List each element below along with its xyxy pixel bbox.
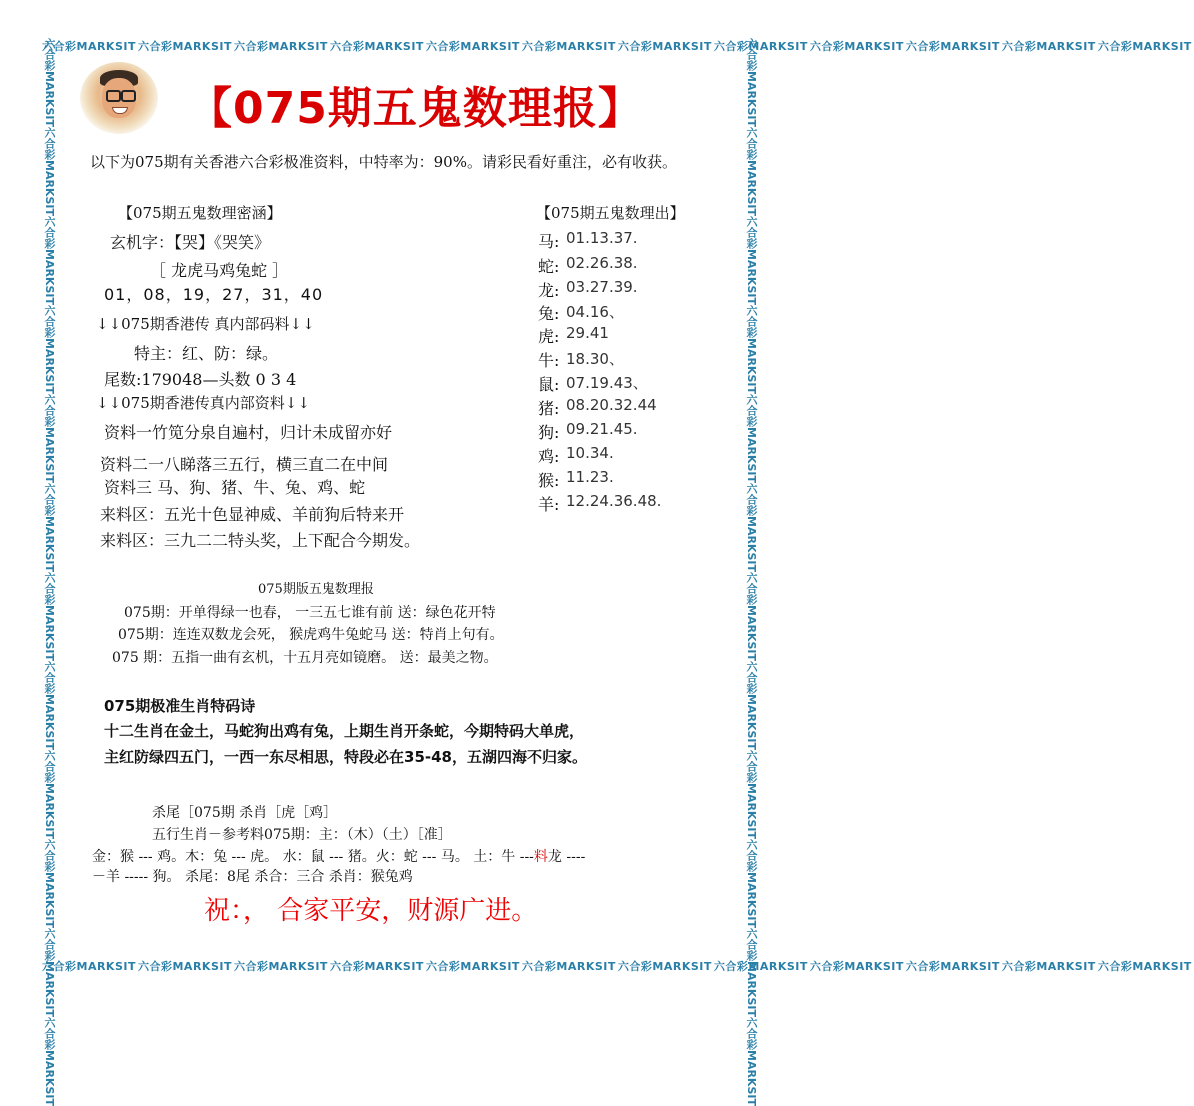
tezhu-text: 特主：红、防：绿。 — [134, 344, 279, 363]
frame-watermark-text: 六合彩MARKSIT — [43, 482, 56, 572]
blessing-text: 祝：， 合家平安，财源广进。 — [204, 896, 538, 926]
ziliao-2: 资料二一八睇落三五行，横三直二在中间 — [100, 455, 389, 474]
frame-watermark-text: 六合彩MARKSIT — [43, 660, 56, 750]
frame-watermark-text: 六合彩MARKSIT — [425, 40, 520, 53]
frame-watermark-text: 六合彩MARKSIT — [1097, 40, 1192, 53]
middle-line-1: 075期：开单得绿一也春， 一三五七谁有前 送：绿色花开特 — [124, 605, 496, 621]
zodiac-row: 鸡: 10.34. — [538, 444, 614, 466]
left-header: 【075期五鬼数理密涵】 — [118, 204, 282, 222]
frame-watermark-text: 六合彩MARKSIT — [809, 40, 904, 53]
frame-watermark-text: 六合彩MARKSIT — [521, 960, 616, 973]
section-header-1: ↓↓075期香港传 真内部码料↓↓ — [96, 315, 315, 333]
zodiac-row: 猴: 11.23. — [538, 468, 614, 490]
frame-watermark-text: 六合彩MARKSIT — [745, 215, 758, 305]
frame-watermark-text: 六合彩MARKSIT — [233, 40, 328, 53]
frame-watermark-text: 六合彩MARKSIT — [905, 40, 1000, 53]
ziliao-1: 资料一竹笕分泉自遍村，归计未成留亦好 — [104, 423, 393, 442]
frame-top — [42, 38, 1192, 56]
frame-watermark-text: 六合彩MARKSIT — [713, 960, 808, 973]
highlight-mark: 料 — [533, 849, 548, 865]
frame-watermark-text: 六合彩MARKSIT — [329, 960, 424, 973]
frame-watermark-text: 六合彩MARKSIT — [745, 126, 758, 216]
frame-watermark-text: 六合彩MARKSIT — [43, 38, 56, 127]
frame-watermark-text: 六合彩MARKSIT — [1097, 960, 1192, 973]
weishu-text: 尾数:179048—头数 0 3 4 — [104, 370, 297, 389]
portrait-image — [80, 62, 158, 134]
xuanji-text: 玄机字：【哭】《哭笑》 — [110, 233, 271, 252]
frame-watermark-text: 六合彩MARKSIT — [745, 660, 758, 750]
right-header: 【075期五鬼数理出】 — [536, 204, 685, 222]
frame-watermark-text: 六合彩MARKSIT — [713, 40, 808, 53]
bottom-line-1: 杀尾［075期 杀肖［虎［鸡］ — [152, 805, 338, 821]
frame-watermark-text: 六合彩MARKSIT — [745, 927, 758, 1017]
zodiac-row: 马: 01.13.37. — [538, 229, 638, 251]
frame-watermark-text: 六合彩MARKSIT — [43, 838, 56, 928]
bottom-line-2: 五行生肖－参考料075期：主：（木）（土）［准］ — [152, 827, 452, 843]
number-list: 01，08，19，27，31，40 — [104, 285, 324, 304]
frame-watermark-text: 六合彩MARKSIT — [43, 749, 56, 839]
frame-right — [742, 38, 760, 1106]
frame-watermark-text: 六合彩MARKSIT — [42, 960, 136, 973]
middle-line-3: 075 期：五指一曲有玄机，十五月亮如镜磨。 送：最美之物。 — [112, 650, 498, 666]
zodiac-row: 兔: 04.16、 — [538, 303, 624, 323]
frame-watermark-text: 六合彩MARKSIT — [809, 960, 904, 973]
frame-watermark-text: 六合彩MARKSIT — [745, 1016, 758, 1106]
bottom-line-3: 金：猴 --- 鸡。木：兔 --- 虎。 水：鼠 --- 猪。火：蛇 --- 马。 土：牛 ---料龙 ---- — [92, 849, 586, 865]
frame-watermark-text: 六合彩MARKSIT — [745, 838, 758, 928]
zodiac-row: 龙: 03.27.39. — [538, 278, 638, 300]
ziliao-3: 资料三 马、狗、猪、牛、兔、鸡、蛇 — [104, 478, 366, 497]
page-title: 【075期五鬼数理报】 — [188, 83, 643, 134]
frame-watermark-text: 六合彩MARKSIT — [43, 215, 56, 305]
zodiac-row: 牛: 18.30、 — [538, 350, 624, 370]
zodiac-set: ［ 龙虎马鸡兔蛇 ］ — [150, 261, 289, 280]
frame-left — [40, 38, 58, 1106]
frame-watermark-text: 六合彩MARKSIT — [42, 40, 136, 53]
frame-watermark-text: 六合彩MARKSIT — [617, 960, 712, 973]
frame-watermark-text: 六合彩MARKSIT — [43, 126, 56, 216]
intro-text: 以下为075期有关香港六合彩极准资料，中特率为：90%。请彩民看好重注，必有收获。 — [90, 153, 677, 171]
poem-header: 075期极准生肖特码诗 — [104, 697, 256, 715]
frame-watermark-text: 六合彩MARKSIT — [43, 927, 56, 1017]
frame-watermark-text: 六合彩MARKSIT — [745, 304, 758, 394]
zodiac-row: 狗: 09.21.45. — [538, 420, 638, 442]
zodiac-row: 虎: 29.41 — [538, 324, 609, 346]
zodiac-row: 鼠: 07.19.43、 — [538, 374, 648, 394]
zodiac-row: 羊: 12.24.36.48. — [538, 492, 662, 514]
frame-watermark-text: 六合彩MARKSIT — [745, 393, 758, 483]
frame-watermark-text: 六合彩MARKSIT — [521, 40, 616, 53]
frame-watermark-text: 六合彩MARKSIT — [905, 960, 1000, 973]
frame-watermark-text: 六合彩MARKSIT — [43, 393, 56, 483]
frame-watermark-text: 六合彩MARKSIT — [425, 960, 520, 973]
laiqu-2: 来料区：三九二二特头奖，上下配合今期发。 — [100, 531, 421, 550]
middle-header: 075期版五鬼数理报 — [258, 582, 374, 597]
frame-watermark-text: 六合彩MARKSIT — [1001, 960, 1096, 973]
poem-line-2: 主红防绿四五门，一西一东尽相思，特段必在35-48，五湖四海不归家。 — [104, 748, 587, 766]
zodiac-row: 猪: 08.20.32.44 — [538, 396, 657, 418]
poem-line-1: 十二生肖在金土，马蛇狗出鸡有兔，上期生肖开条蛇，今期特码大单虎， — [104, 722, 585, 740]
frame-watermark-text: 六合彩MARKSIT — [43, 571, 56, 661]
frame-watermark-text: 六合彩MARKSIT — [745, 38, 758, 127]
frame-watermark-text: 六合彩MARKSIT — [617, 40, 712, 53]
frame-watermark-text: 六合彩MARKSIT — [43, 304, 56, 394]
frame-watermark-text: 六合彩MARKSIT — [43, 1016, 56, 1106]
frame-watermark-text: 六合彩MARKSIT — [1001, 40, 1096, 53]
bottom-line-4: －羊 ----- 狗。 杀尾：8尾 杀合：三合 杀肖：猴兔鸡 — [92, 869, 413, 885]
frame-bottom — [42, 958, 1192, 976]
frame-watermark-text: 六合彩MARKSIT — [745, 482, 758, 572]
frame-watermark-text: 六合彩MARKSIT — [745, 749, 758, 839]
frame-watermark-text: 六合彩MARKSIT — [329, 40, 424, 53]
laiqu-1: 来料区：五光十色显神威、羊前狗后特来开 — [100, 505, 405, 524]
frame-watermark-text: 六合彩MARKSIT — [233, 960, 328, 973]
frame-watermark-text: 六合彩MARKSIT — [137, 960, 232, 973]
middle-line-2: 075期：连连双数龙会死， 猴虎鸡牛兔蛇马 送：特肖上句有。 — [118, 627, 504, 643]
frame-watermark-text: 六合彩MARKSIT — [745, 571, 758, 661]
frame-watermark-text: 六合彩MARKSIT — [137, 40, 232, 53]
section-header-2: ↓↓075期香港传真内部资料↓↓ — [96, 394, 310, 412]
zodiac-row: 蛇: 02.26.38. — [538, 254, 638, 276]
